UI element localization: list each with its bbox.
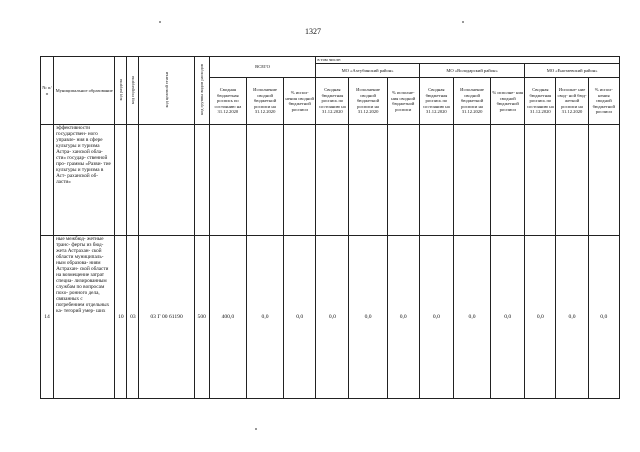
row-subsection: 03	[127, 236, 139, 399]
header-mo1-exec: Исполнение сводной бюджетной росписи на 31.12.2020	[349, 78, 387, 125]
header-mo3-exec: Исполне- ние свод- ной бюд- жетной росписи на 31.12.2020	[556, 78, 588, 125]
row-value: 400,0	[209, 236, 246, 399]
header-total-exec: Исполнение сводной бюджетной росписи на 31.12.2020	[246, 78, 283, 125]
row-name: эффективности государствен- ного управле- ния в сфере культуры и туризма Астра- ханской обла- сти» государ- ственной про- граммы «Разви- тие культуры и туризма в Аст- раханской об- ласти»	[54, 125, 115, 236]
header-mo1-plan: Сводная бюджетная роспись по состоянию на 31.12.2020	[316, 78, 349, 125]
row-value: 0,0	[246, 236, 283, 399]
row-value: 0,0	[556, 236, 588, 399]
header-mo1-pct: % исполне- ния сводной бюджетной росписи	[387, 78, 419, 125]
header-expense-group-code: код группы видов расходов	[194, 57, 209, 125]
header-including: в том числе:	[316, 57, 620, 64]
header-mo-volodarsky: МО «Володарский район»	[419, 64, 524, 78]
row-group: 500	[194, 236, 209, 399]
header-municipality: Муниципальное образование	[54, 57, 115, 125]
row-value	[246, 125, 283, 236]
budget-table	[40, 56, 620, 399]
header-mo3-plan: Сводная бюджетная роспись по состоянию на 31.12.2020	[525, 78, 556, 125]
row-value	[588, 125, 619, 236]
header-target-code: код целевой статьи	[139, 57, 194, 125]
header-total-plan: Сводная бюджетная роспись по состоянию на 31.12.2020	[209, 78, 246, 125]
row-value: 0,0	[284, 236, 316, 399]
header-total: ВСЕГО	[209, 57, 316, 78]
row-value	[284, 125, 316, 236]
header-mo2-plan: Сводная бюджетная роспись по состоянию на 31.12.2020	[419, 78, 453, 125]
row-target	[139, 125, 194, 236]
row-name: ные межбюд- жетные транс- ферты из бюд- жета Астрахан- ской области муниципаль- ным образова- ниям Астрахан- ской области на возмещение затрат специа- лизированным службам по вопросам похо- ронного дела, связанных с погребением отдельных ка- тегорий умер- ших	[54, 236, 115, 399]
row-value	[316, 125, 349, 236]
header-mo-akhtubinsky: МО «Ахтубинский район»	[316, 64, 420, 78]
row-value: 0,0	[316, 236, 349, 399]
row-value	[556, 125, 588, 236]
row-value	[491, 125, 525, 236]
row-num: 14	[41, 236, 54, 399]
row-num	[41, 125, 54, 236]
row-value	[453, 125, 490, 236]
header-section-code: код раздела	[115, 57, 127, 125]
header-mo-enotaevsky: МО «Енотаевский район»	[525, 64, 620, 78]
row-value: 0,0	[387, 236, 419, 399]
row-section: 10	[115, 236, 127, 399]
row-value	[209, 125, 246, 236]
header-mo2-exec: Исполнение сводной бюджетной росписи на 31.12.2020	[453, 78, 490, 125]
header-mo3-pct: % испол- нения сводной бюджетной росписи	[588, 78, 619, 125]
header-mo2-pct: % исполне- ния сводной бюджетной росписи	[491, 78, 525, 125]
table-row	[41, 236, 620, 399]
header-subsection-code: код подраздела	[127, 57, 139, 125]
row-target: 03 Г 00 61190	[139, 236, 194, 399]
row-subsection	[127, 125, 139, 236]
row-value: 0,0	[349, 236, 387, 399]
header-total-pct: % испол- нения сводной бюджетной росписи	[284, 78, 316, 125]
row-value	[419, 125, 453, 236]
scan-dot	[462, 21, 464, 23]
row-section	[115, 125, 127, 236]
row-value	[525, 125, 556, 236]
row-value: 0,0	[491, 236, 525, 399]
row-group	[194, 125, 209, 236]
row-value: 0,0	[453, 236, 490, 399]
page-number: 1327	[305, 27, 321, 36]
header-num: № п/п	[41, 57, 54, 125]
row-value	[349, 125, 387, 236]
row-value: 0,0	[525, 236, 556, 399]
table-row	[41, 125, 620, 236]
row-value	[387, 125, 419, 236]
row-value: 0,0	[419, 236, 453, 399]
scan-dot	[159, 21, 161, 23]
scan-dot	[255, 428, 257, 430]
row-value: 0,0	[588, 236, 619, 399]
